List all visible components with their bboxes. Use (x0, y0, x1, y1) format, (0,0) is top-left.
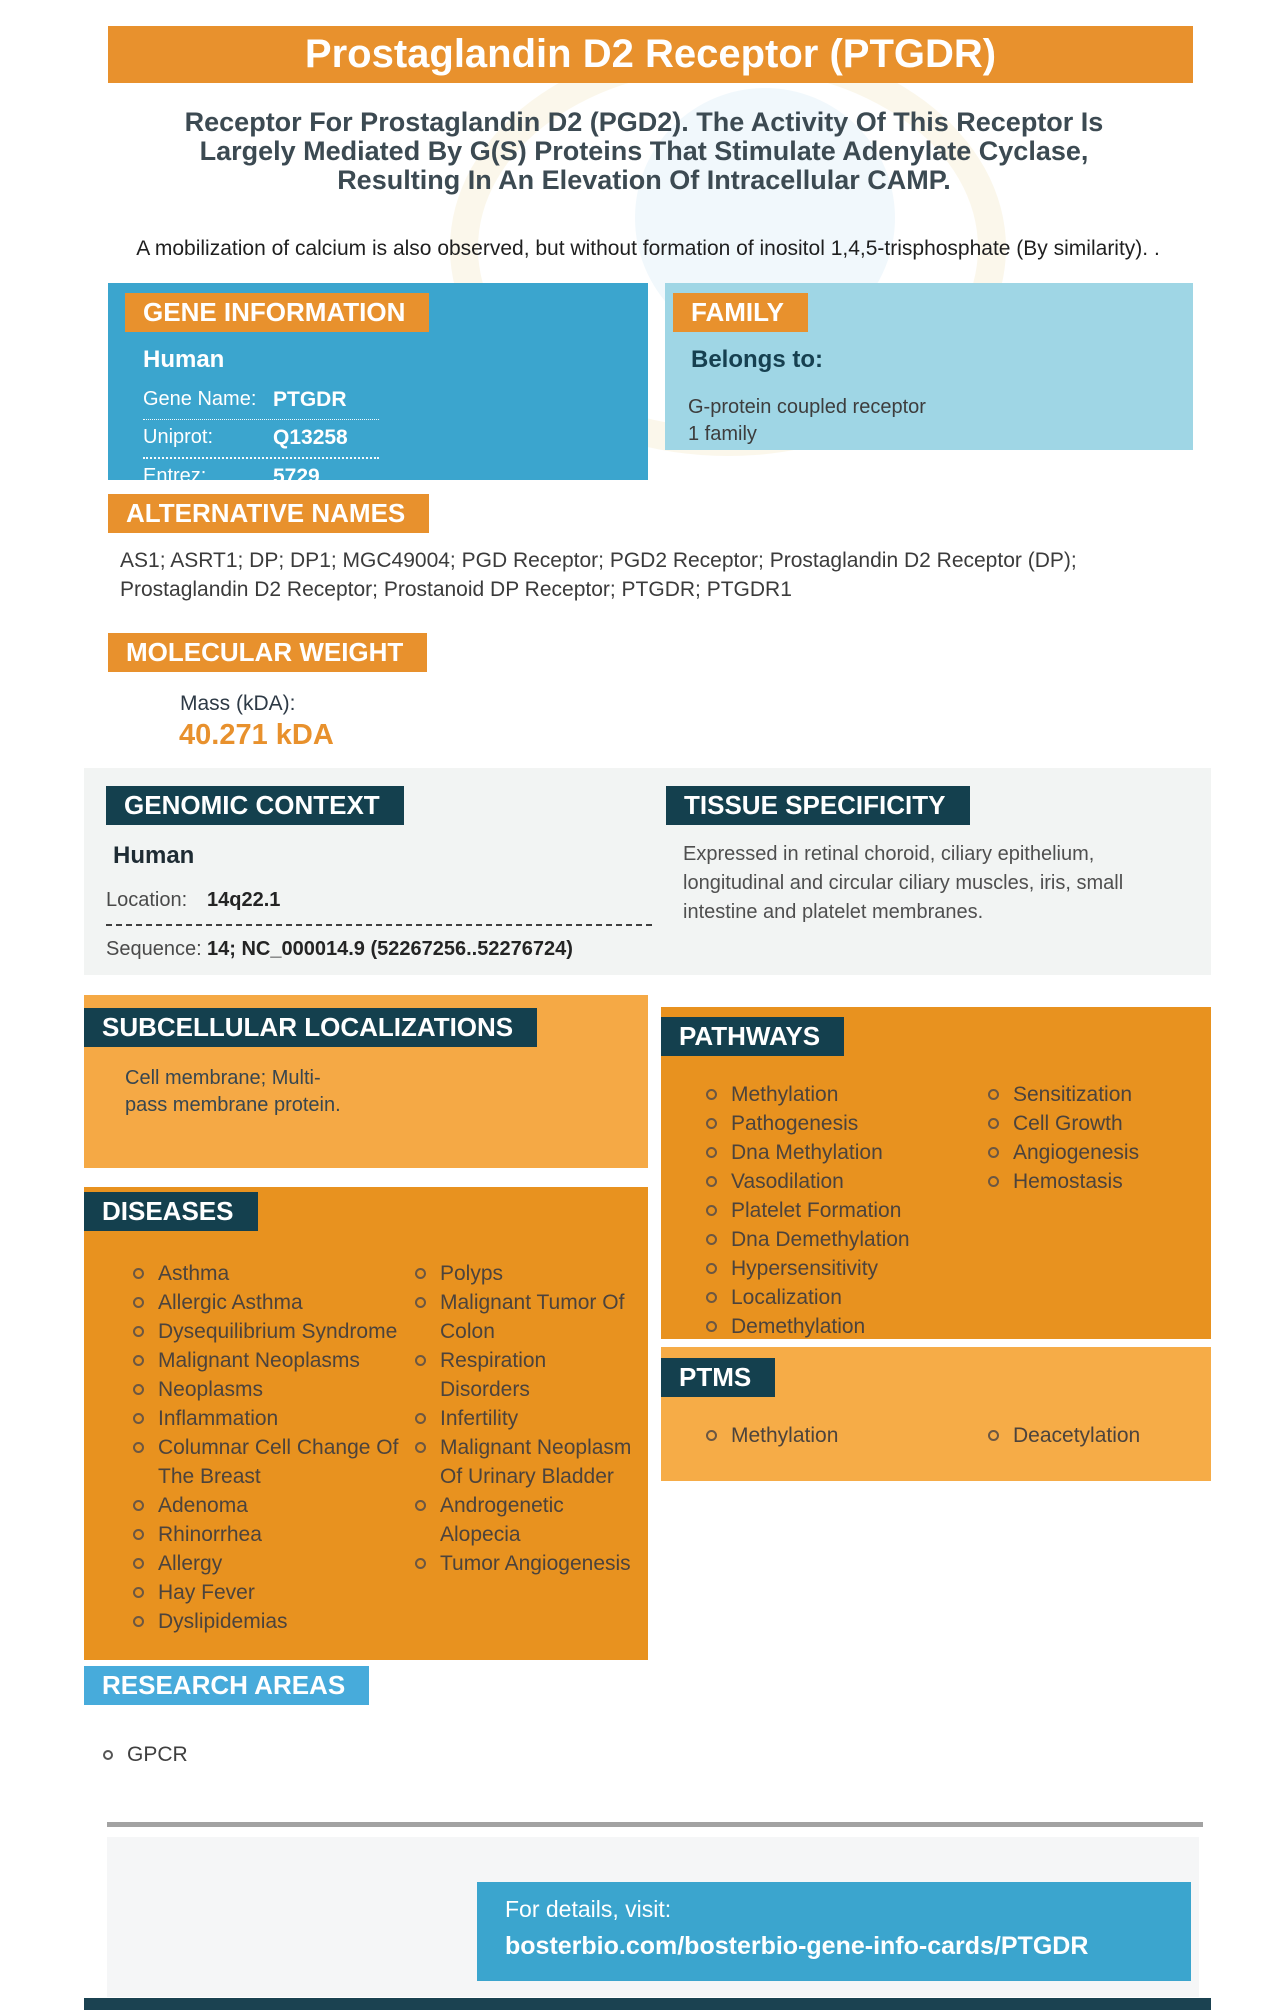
list-item (133, 1375, 415, 1404)
list-item (133, 1317, 415, 1346)
list-item-label: Methylation (731, 1424, 839, 1447)
list-item-label: Demethylation (731, 1315, 866, 1338)
bullet-icon (133, 1384, 144, 1395)
list-item-label: Polyps (440, 1262, 504, 1285)
pathways-columns (661, 1080, 1211, 1341)
table-row (143, 382, 379, 420)
bullet-icon (415, 1413, 426, 1424)
list-item-label: Inflammation (158, 1407, 279, 1430)
bullet-icon (415, 1268, 426, 1279)
list-item (415, 1404, 638, 1433)
table-row (106, 926, 652, 968)
list-item (103, 1741, 188, 1769)
footer-divider (107, 1822, 1203, 1827)
bullet-icon (133, 1355, 144, 1366)
mass-value: 40.271 kDA (179, 719, 334, 751)
list-item (133, 1346, 415, 1375)
location-value: 14q22.1 (207, 889, 281, 911)
list-item-label: GPCR (127, 1743, 188, 1766)
bullet-icon (706, 1205, 717, 1216)
mass-label: Mass (kDA): (180, 692, 296, 715)
list-item (706, 1254, 988, 1283)
list-item (133, 1433, 415, 1491)
table-row (143, 459, 379, 496)
list-item-label: Localization (731, 1286, 842, 1309)
bullet-icon (988, 1176, 999, 1187)
uniprot-label: Uniprot: (143, 426, 214, 448)
gene-information-section (108, 283, 648, 488)
bullet-icon (415, 1442, 426, 1453)
bullet-icon (988, 1089, 999, 1100)
bullet-icon (133, 1500, 144, 1511)
gene-information-heading: GENE INFORMATION (125, 293, 429, 332)
bullet-icon (133, 1297, 144, 1308)
list-item-label: Columnar Cell Change Of The Breast (158, 1436, 399, 1488)
list-item (133, 1404, 415, 1433)
ptms-column-1 (706, 1421, 988, 1450)
summary-bold-text: Receptor For Prostaglandin D2 (PGD2). The Activity Of This Receptor Is Largely Mediated By G(S) Proteins That Stimulate Adenylate Cyclase, Resulting In An Elevation Of Intracellular CAMP. (184, 107, 1104, 195)
list-item (706, 1283, 988, 1312)
bottom-accent-bar (84, 1998, 1211, 2010)
bullet-icon (415, 1297, 426, 1308)
list-item-label: Pathogenesis (731, 1112, 859, 1135)
page-title: Prostaglandin D2 Receptor (PTGDR) (304, 32, 997, 76)
gene-info-table (143, 382, 379, 496)
list-item (988, 1421, 1201, 1450)
sequence-label: Sequence: (106, 938, 202, 960)
subcellular-line: Cell membrane; Multi- (125, 1067, 321, 1089)
gene-name-value: PTGDR (273, 388, 347, 411)
list-item (133, 1549, 415, 1578)
family-line: 1 family (688, 423, 757, 445)
list-item (133, 1288, 415, 1317)
table-row (143, 420, 379, 459)
list-item-label: Methylation (731, 1083, 839, 1106)
bullet-icon (133, 1413, 144, 1424)
list-item-label: Rhinorrhea (158, 1523, 262, 1546)
list-item-label: Dysequilibrium Syndrome (158, 1320, 398, 1343)
gene-name-label: Gene Name: (143, 388, 257, 410)
ptms-column-2 (988, 1421, 1211, 1450)
footer-panel (107, 1837, 1199, 1997)
family-heading: FAMILY (673, 293, 808, 332)
list-item-label: Sensitization (1013, 1083, 1133, 1106)
list-item-label: Malignant Neoplasms (158, 1349, 360, 1372)
bullet-icon (706, 1089, 717, 1100)
list-item-label: Malignant Tumor Of Colon (440, 1291, 625, 1343)
subcellular-localizations-text (125, 1065, 648, 1119)
bullet-icon (133, 1616, 144, 1627)
list-item-label: Hay Fever (158, 1581, 255, 1604)
bullet-icon (415, 1500, 426, 1511)
list-item (415, 1259, 638, 1288)
list-item-label: Neoplasms (158, 1378, 264, 1401)
list-item-label: Dyslipidemias (158, 1610, 288, 1633)
list-item-label: Cell Growth (1013, 1112, 1123, 1135)
list-item (133, 1607, 415, 1636)
list-item-label: Adenoma (158, 1494, 248, 1517)
list-item (133, 1491, 415, 1520)
family-lines (688, 394, 1193, 448)
bullet-icon (103, 1750, 113, 1760)
ptms-section (661, 1347, 1211, 1481)
bullet-icon (133, 1442, 144, 1453)
table-row (106, 882, 652, 926)
pathways-column-1 (706, 1080, 988, 1341)
list-item-label: Vasodilation (731, 1170, 844, 1193)
bullet-icon (706, 1321, 717, 1332)
uniprot-value: Q13258 (273, 426, 348, 449)
belongs-to-label: Belongs to: (691, 346, 823, 373)
list-item-label: Asthma (158, 1262, 230, 1285)
location-label: Location: (106, 889, 188, 911)
alternative-names-text: AS1; ASRT1; DP; DP1; MGC49004; PGD Receptor; PGD2 Receptor; Prostaglandin D2 Receptor (DP); Prostaglandin D2 Receptor; Prostanoid DP Receptor; PTGDR; PTGDR1 (120, 549, 1077, 601)
bullet-icon (133, 1326, 144, 1337)
subcellular-localizations-section (84, 995, 648, 1168)
pathways-section (661, 1007, 1211, 1339)
footer-link-box (477, 1882, 1191, 1981)
entrez-value: 5729 (273, 465, 320, 488)
diseases-columns (84, 1259, 648, 1636)
list-item (706, 1138, 988, 1167)
list-item-label: Deacetylation (1013, 1424, 1141, 1447)
list-item (706, 1312, 988, 1341)
list-item-label: Platelet Formation (731, 1199, 902, 1222)
bullet-icon (133, 1268, 144, 1279)
list-item (988, 1167, 1201, 1196)
list-item (415, 1549, 638, 1578)
family-line: G-protein coupled receptor (688, 396, 926, 418)
list-item-label: Androgenetic Alopecia (440, 1494, 564, 1546)
list-item-label: Hypersensitivity (731, 1257, 879, 1280)
bullet-icon (988, 1147, 999, 1158)
diseases-section (84, 1187, 648, 1660)
list-item (415, 1491, 638, 1549)
list-item-label: Tumor Angiogenesis (440, 1552, 631, 1575)
pathways-column-2 (988, 1080, 1211, 1341)
diseases-heading: DISEASES (84, 1192, 258, 1231)
gene-species-label: Human (143, 346, 225, 373)
alternative-names-heading: ALTERNATIVE NAMES (108, 494, 429, 533)
list-item (133, 1520, 415, 1549)
list-item (133, 1259, 415, 1288)
list-item (415, 1433, 638, 1491)
research-areas-list (103, 1741, 188, 1769)
list-item (706, 1225, 988, 1254)
list-item (988, 1080, 1201, 1109)
list-item-label: Infertility (440, 1407, 519, 1430)
list-item-label: Allergy (158, 1552, 223, 1575)
sequence-value: 14; NC_000014.9 (52267256..52276724) (207, 938, 573, 960)
subcellular-line: pass membrane protein. (125, 1094, 341, 1116)
bullet-icon (415, 1558, 426, 1569)
family-section (665, 283, 1193, 450)
molecular-weight-heading: MOLECULAR WEIGHT (108, 633, 427, 672)
bullet-icon (706, 1234, 717, 1245)
bullet-icon (706, 1263, 717, 1274)
list-item-label: Malignant Neoplasm Of Urinary Bladder (440, 1436, 632, 1488)
list-item (706, 1421, 988, 1450)
diseases-column-2 (415, 1259, 648, 1636)
research-areas-heading: RESEARCH AREAS (84, 1666, 369, 1705)
list-item (706, 1196, 988, 1225)
list-item (706, 1167, 988, 1196)
list-item-label: Dna Demethylation (731, 1228, 910, 1251)
page-title-banner (108, 26, 1193, 83)
list-item (415, 1288, 638, 1346)
bullet-icon (133, 1558, 144, 1569)
bullet-icon (706, 1118, 717, 1129)
genomic-tissue-panel (84, 768, 1211, 975)
summary-note: A mobilization of calcium is also observed, but without formation of inositol 1,4,5-trisphosphate (By similarity). . (136, 237, 1160, 260)
list-item (706, 1080, 988, 1109)
bullet-icon (133, 1529, 144, 1540)
tissue-specificity-heading: TISSUE SPECIFICITY (666, 786, 970, 825)
bullet-icon (133, 1587, 144, 1598)
list-item-label: Respiration Disorders (440, 1349, 547, 1401)
pathways-heading: PATHWAYS (661, 1017, 844, 1056)
footer-visit-label: For details, visit: (505, 1896, 672, 1922)
list-item-label: Hemostasis (1013, 1170, 1123, 1193)
ptms-columns (661, 1421, 1211, 1450)
list-item (706, 1109, 988, 1138)
list-item-label: Dna Methylation (731, 1141, 883, 1164)
bullet-icon (415, 1355, 426, 1366)
ptms-heading: PTMS (661, 1358, 775, 1397)
list-item (415, 1346, 638, 1404)
entrez-label: Entrez: (143, 465, 207, 487)
bullet-icon (706, 1430, 717, 1441)
subcellular-localizations-heading: SUBCELLULAR LOCALIZATIONS (84, 1008, 537, 1047)
list-item (988, 1138, 1201, 1167)
list-item (988, 1109, 1201, 1138)
genomic-table (106, 882, 652, 968)
genomic-species-label: Human (113, 842, 195, 869)
list-item-label: Allergic Asthma (158, 1291, 303, 1314)
bullet-icon (706, 1176, 717, 1187)
bullet-icon (988, 1118, 999, 1129)
tissue-specificity-text: Expressed in retinal choroid, ciliary epithelium, longitudinal and circular ciliary muscles, iris, small intestine and platelet membranes. (683, 843, 1124, 923)
diseases-column-1 (133, 1259, 415, 1636)
bullet-icon (988, 1430, 999, 1441)
footer-url-link[interactable]: bosterbio.com/bosterbio-gene-info-cards/PTGDR (505, 1932, 1089, 1960)
genomic-context-heading: GENOMIC CONTEXT (106, 786, 404, 825)
list-item (133, 1578, 415, 1607)
list-item-label: Angiogenesis (1013, 1141, 1140, 1164)
bullet-icon (706, 1147, 717, 1158)
bullet-icon (706, 1292, 717, 1303)
